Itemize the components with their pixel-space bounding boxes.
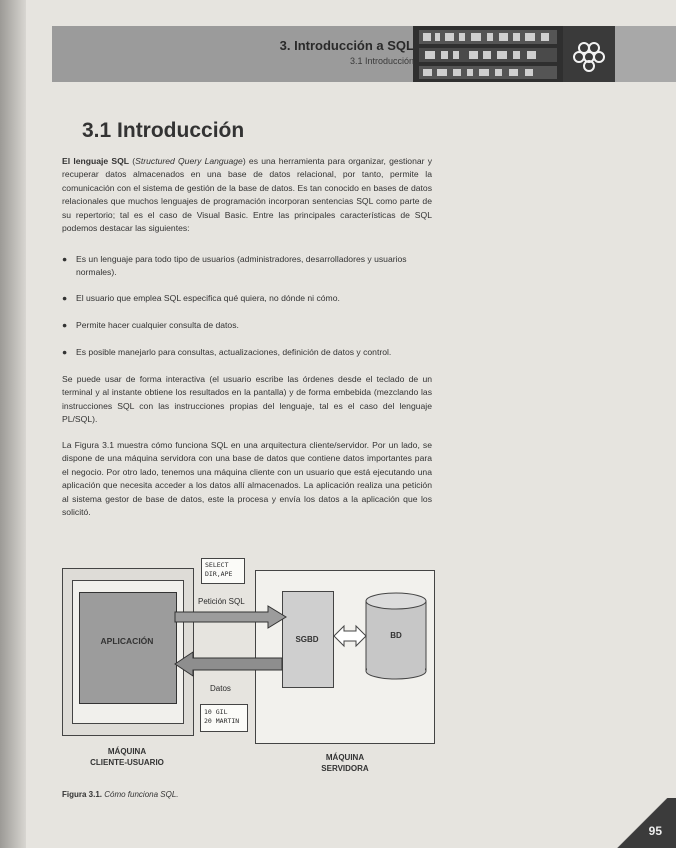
page-number: 95: [648, 824, 662, 838]
bullet-text: Es un lenguaje para todo tipo de usuarios (administradores, desarrolladores y usuarios normales).: [76, 254, 407, 278]
bullet-icon: ●: [62, 293, 68, 303]
data-arrow: [175, 652, 282, 676]
chapter-title: 3. Introducción a SQL: [279, 38, 414, 53]
page-number-corner: [612, 798, 676, 848]
request-label: Petición SQL: [198, 597, 245, 606]
client-machine-label: [82, 746, 172, 768]
bullet-text: Permite hacer cualquier consulta de datos.: [76, 320, 239, 330]
caption-text: Cómo funciona SQL.: [102, 790, 179, 799]
usage-paragraph: Se puede usar de forma interactiva (el usuario escribe las órdenes desde el teclado de un terminal y al instante obtiene los resultados en la pantalla) y de forma embebida (mezclando las instrucciones SQL con las instrucciones propias del lenguaje, tal es el caso del lenguaje PL/SQL).: [62, 374, 432, 425]
intro-lead: El lenguaje SQL: [62, 156, 130, 166]
result-line: 20 MARTIN: [204, 717, 240, 725]
sql-query-note: [201, 558, 245, 584]
server-label-line: SERVIDORA: [321, 764, 369, 773]
section-heading: 3.1 Introducción: [82, 119, 245, 142]
client-label-line: CLIENTE-USUARIO: [90, 758, 164, 767]
bullet-icon: ●: [62, 254, 68, 264]
bullet-icon: ●: [62, 320, 68, 330]
client-label-line: MÁQUINA: [107, 747, 147, 756]
result-note: [200, 704, 248, 732]
bullet-text: Es posible manejarlo para consultas, actualizaciones, definición de datos y control.: [76, 347, 392, 357]
db-label: BD: [390, 631, 402, 640]
dbms-label: SGBD: [295, 635, 319, 644]
architecture-paragraph: La Figura 3.1 muestra cómo funciona SQL en una arquitectura cliente/servidor. Por un lado, se dispone de una máquina servidora con una base de datos que contiene datos importantes para el negocio. Por otro lado, tenemos una máquina cliente con un usuario que está ejecutando una aplicación que necesita acceder a los datos allí almacenados. La aplicación realiza una petición al sistema gestor de base de datos, este la procesa y envía los datos a la aplicación que los solicitó.: [62, 440, 432, 518]
figure-caption: [62, 790, 179, 799]
request-arrow: [175, 606, 286, 628]
result-line: 10 GIL: [204, 708, 228, 716]
application-label: APLICACIÓN: [100, 636, 154, 646]
bullet-icon: ●: [62, 347, 68, 357]
server-label-line: MÁQUINA: [325, 753, 365, 762]
intro-rest: ) es una herramienta para organizar, gestionar y recuperar datos almacenados en una base de datos relacional, por tanto, permite la comunicación con el sistema de gestión de la base de datos. Es tan conocido en bases de datos relacionales que muchos lenguajes de programación incorporan sentencias SQL como parte de su repertorio; tal es el caso de Visual Basic. Entre las principales características de SQL podemos destacar las siguientes:: [62, 156, 433, 234]
server-machine-label: [300, 752, 390, 774]
caption-label: Figura 3.1.: [62, 790, 103, 799]
sql-expansion: Structured Query Language: [135, 156, 243, 166]
query-line: SELECT: [205, 561, 229, 569]
data-label: Datos: [210, 684, 231, 693]
dbms-db-double-arrow: [334, 626, 366, 646]
bullet-text: El usuario que emplea SQL especifica qué quiera, no dónde ni cómo.: [76, 293, 340, 303]
query-line: DIR,APE: [205, 570, 233, 578]
intro-paren-open: (: [129, 156, 136, 166]
section-subtitle: 3.1 Introducción: [349, 56, 414, 66]
